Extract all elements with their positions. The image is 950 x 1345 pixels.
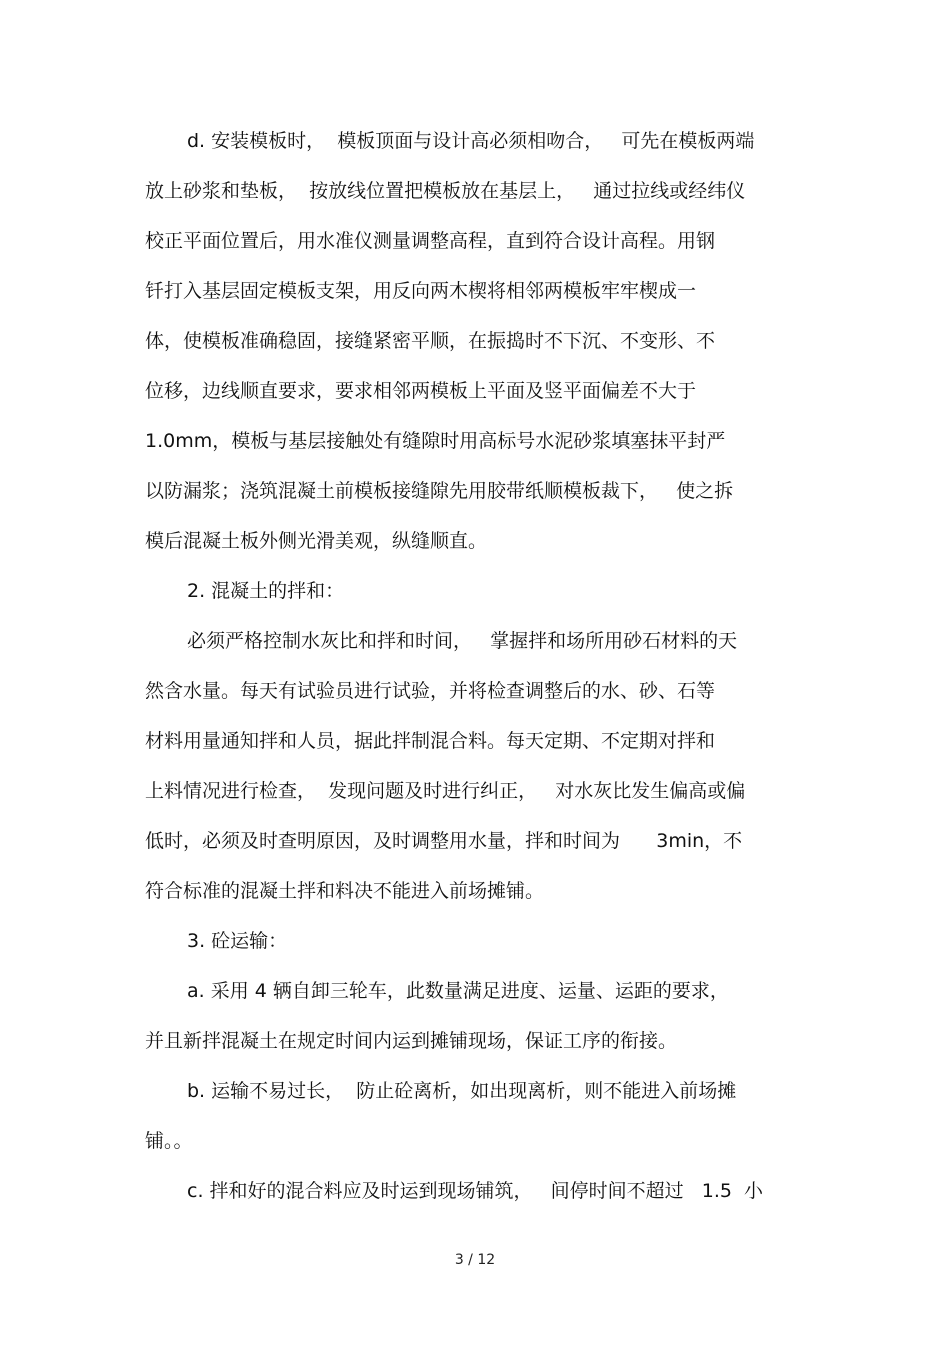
text-line: 材料用量通知拌和人员，据此拌制混合料。每天定期、不定期对拌和 (145, 730, 716, 752)
text-line: 然含水量。每天有试验员进行试验，并将检查调整后的水、砂、石等 (145, 680, 716, 702)
text-line: 低时，必须及时查明原因，及时调整用水量，拌和时间为 3min，不 (145, 830, 743, 852)
section-heading: 3. 砼运输： (187, 930, 288, 952)
text-line: 体，使模板准确稳固，接缝紧密平顺，在振捣时不下沉、不变形、不 (145, 330, 716, 352)
text-line: 钎打入基层固定模板支架，用反向两木楔将相邻两模板牢牢楔成一 (145, 280, 697, 302)
text-line: c. 拌和好的混合料应及时运到现场铺筑， 间停时间不超过 1.5 小 (187, 1180, 764, 1202)
text-line: 1.0mm，模板与基层接触处有缝隙时用高标号水泥砂浆填塞抹平封严 (145, 430, 726, 452)
text-line: 上料情况进行检查， 发现问题及时进行纠正， 对水灰比发生偏高或偏 (145, 780, 746, 802)
text-line: 以防漏浆；浇筑混凝土前模板接缝隙先用胶带纸顺模板裁下， 使之拆 (145, 480, 734, 502)
section-heading: 2. 混凝土的拌和： (187, 580, 345, 602)
text-line: 符合标准的混凝土拌和料决不能进入前场摊铺。 (145, 880, 545, 902)
text-line: 铺。。 (145, 1130, 193, 1152)
text-line: b. 运输不易过长， 防止砼离析，如出现离析，则不能进入前场摊 (187, 1080, 737, 1102)
text-line: 模后混凝土板外侧光滑美观，纵缝顺直。 (145, 530, 488, 552)
text-line: 必须严格控制水灰比和拌和时间， 掌握拌和场所用砂石材料的天 (187, 630, 738, 652)
text-line: 校正平面位置后，用水准仪测量调整高程，直到符合设计高程。用钢 (145, 230, 716, 252)
text-line: 位移，边线顺直要求，要求相邻两模板上平面及竖平面偏差不大于 (145, 380, 697, 402)
text-line: a. 采用 4 辆自卸三轮车，此数量满足进度、运量、运距的要求， (187, 980, 729, 1002)
text-line: 并且新拌混凝土在规定时间内运到摊铺现场，保证工序的衔接。 (145, 1030, 678, 1052)
page-number: 3 / 12 (454, 1252, 496, 1268)
text-line: 放上砂浆和垫板， 按放线位置把模板放在基层上， 通过拉线或经纬仪 (145, 180, 746, 202)
text-line: d. 安装模板时， 模板顶面与设计高必须相吻合， 可先在模板两端 (187, 130, 755, 152)
